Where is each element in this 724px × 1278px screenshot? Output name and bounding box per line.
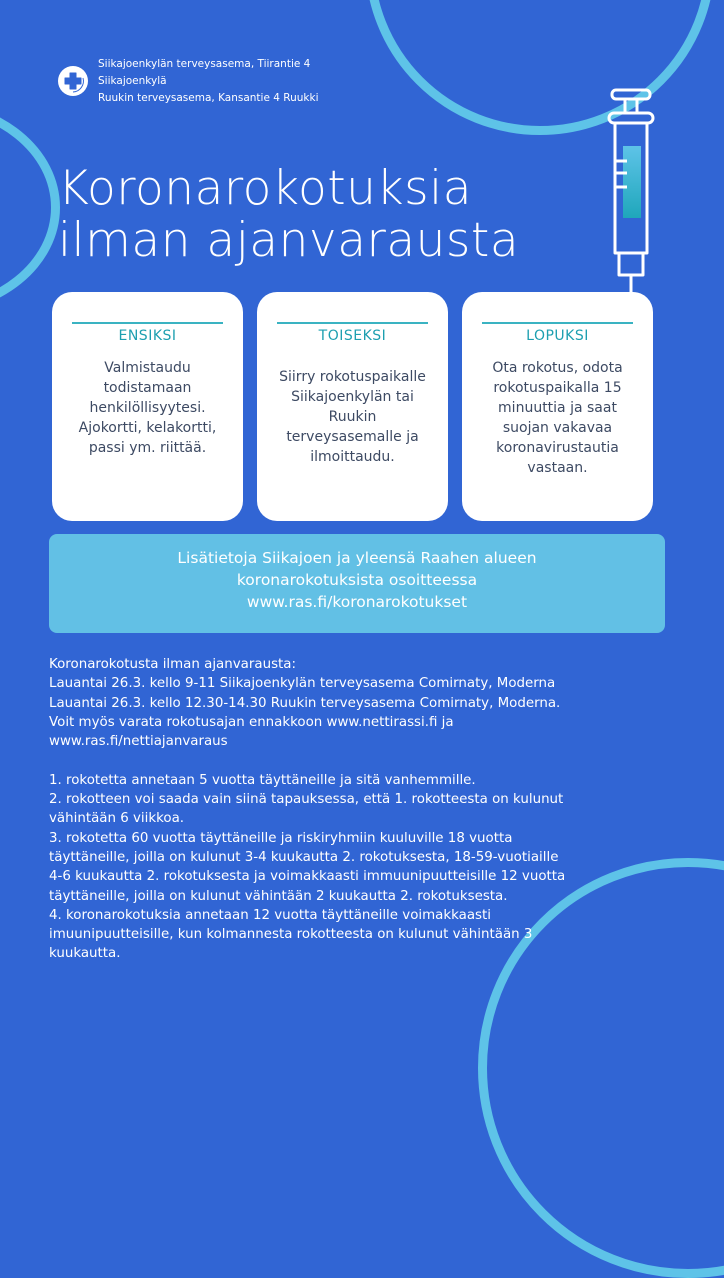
address-line: Ruukin terveysasema, Kansantie 4 Ruukki — [98, 92, 319, 104]
address-line: Siikajoenkylän terveysasema, Tiirantie 4 — [98, 58, 311, 70]
address-block — [98, 56, 319, 107]
step-card-last — [462, 292, 653, 521]
header — [58, 56, 319, 107]
rule-line: 3. rokotetta 60 vuotta täyttäneille ja riskiryhmiin kuuluville 18 vuotta — [49, 830, 513, 846]
rule-line: täyttäneille, joilla on kulunut 3-4 kuukautta 2. rokotuksesta, 18-59-vuotiaille — [49, 849, 559, 865]
steps-row — [52, 292, 653, 521]
rule-line: vähintään 6 viikkoa. — [49, 811, 185, 827]
schedule-line: Voit myös varata rokotusajan ennakkoon www.nettirassi.fi ja — [49, 714, 454, 730]
schedule-line: www.ras.fi/nettiajanvaraus — [49, 734, 228, 750]
rule-line: kuukautta. — [49, 946, 121, 962]
rule-line: 1. rokotetta annetaan 5 vuotta täyttäneille ja sitä vanhemmille. — [49, 772, 476, 788]
rule-line: imuunipuutteisille, kun kolmannesta rokotteesta on kulunut vähintään 3 — [49, 927, 533, 943]
schedule-line: Lauantai 26.3. kello 9-11 Siikajoenkylän terveysasema Comirnaty, Moderna — [49, 676, 556, 692]
card-heading: TOISEKSI — [318, 328, 387, 344]
card-text: Valmistaudu todistamaan henkilöllisyytesi. Ajokortti, kelakortti, passi ym. riittää. — [78, 360, 217, 456]
rule-line: täyttäneille, joilla on kulunut vähintään 2 kuukautta 2. rokotuksesta. — [49, 888, 508, 904]
info-line: koronarokotuksista osoitteessa — [236, 571, 478, 589]
address-line: Siikajoenkylä — [98, 75, 167, 87]
title-line-1: Koronarokotuksia — [58, 161, 472, 216]
card-heading: LOPUKSI — [526, 328, 589, 344]
step-card-second — [257, 292, 448, 521]
card-heading: ENSIKSI — [118, 328, 177, 344]
medical-cross-icon — [58, 66, 88, 96]
syringe-icon — [600, 88, 680, 302]
info-link[interactable]: www.ras.fi/koronarokotukset — [246, 593, 468, 611]
rule-line: 4. koronarokotuksia annetaan 12 vuotta täyttäneille voimakkaasti — [49, 907, 491, 923]
info-line: Lisätietoja Siikajoen ja yleensä Raahen alueen — [177, 549, 537, 567]
card-text: Siirry rokotuspaikalle Siikajoenkylän tai Ruukin terveysasemalle ja ilmoittaudu. — [279, 369, 426, 465]
step-card-first — [52, 292, 243, 521]
card-divider — [482, 322, 633, 324]
card-divider — [277, 322, 428, 324]
details-text — [49, 655, 709, 964]
rule-line: 2. rokotteen voi saada vain siinä tapauksessa, että 1. rokotteesta on kulunut — [49, 792, 564, 808]
page-title — [58, 163, 519, 267]
spacer — [49, 751, 709, 770]
schedule-line: Koronarokotusta ilman ajanvarausta: — [49, 657, 297, 672]
info-box — [49, 534, 665, 633]
card-divider — [72, 322, 223, 324]
title-line-2: ilman ajanvarausta — [58, 213, 520, 268]
decorative-circle-left — [0, 100, 60, 315]
schedule-line: Lauantai 26.3. kello 12.30-14.30 Ruukin terveysasema Comirnaty, Moderna. — [49, 695, 561, 711]
rule-line: 4-6 kuukautta 2. rokotuksesta ja voimakkaasti immuunipuutteisille 12 vuotta — [49, 869, 566, 885]
card-text: Ota rokotus, odota rokotuspaikalla 15 minuuttia ja saat suojan vakavaa koronavirustautia vastaan. — [492, 360, 623, 476]
